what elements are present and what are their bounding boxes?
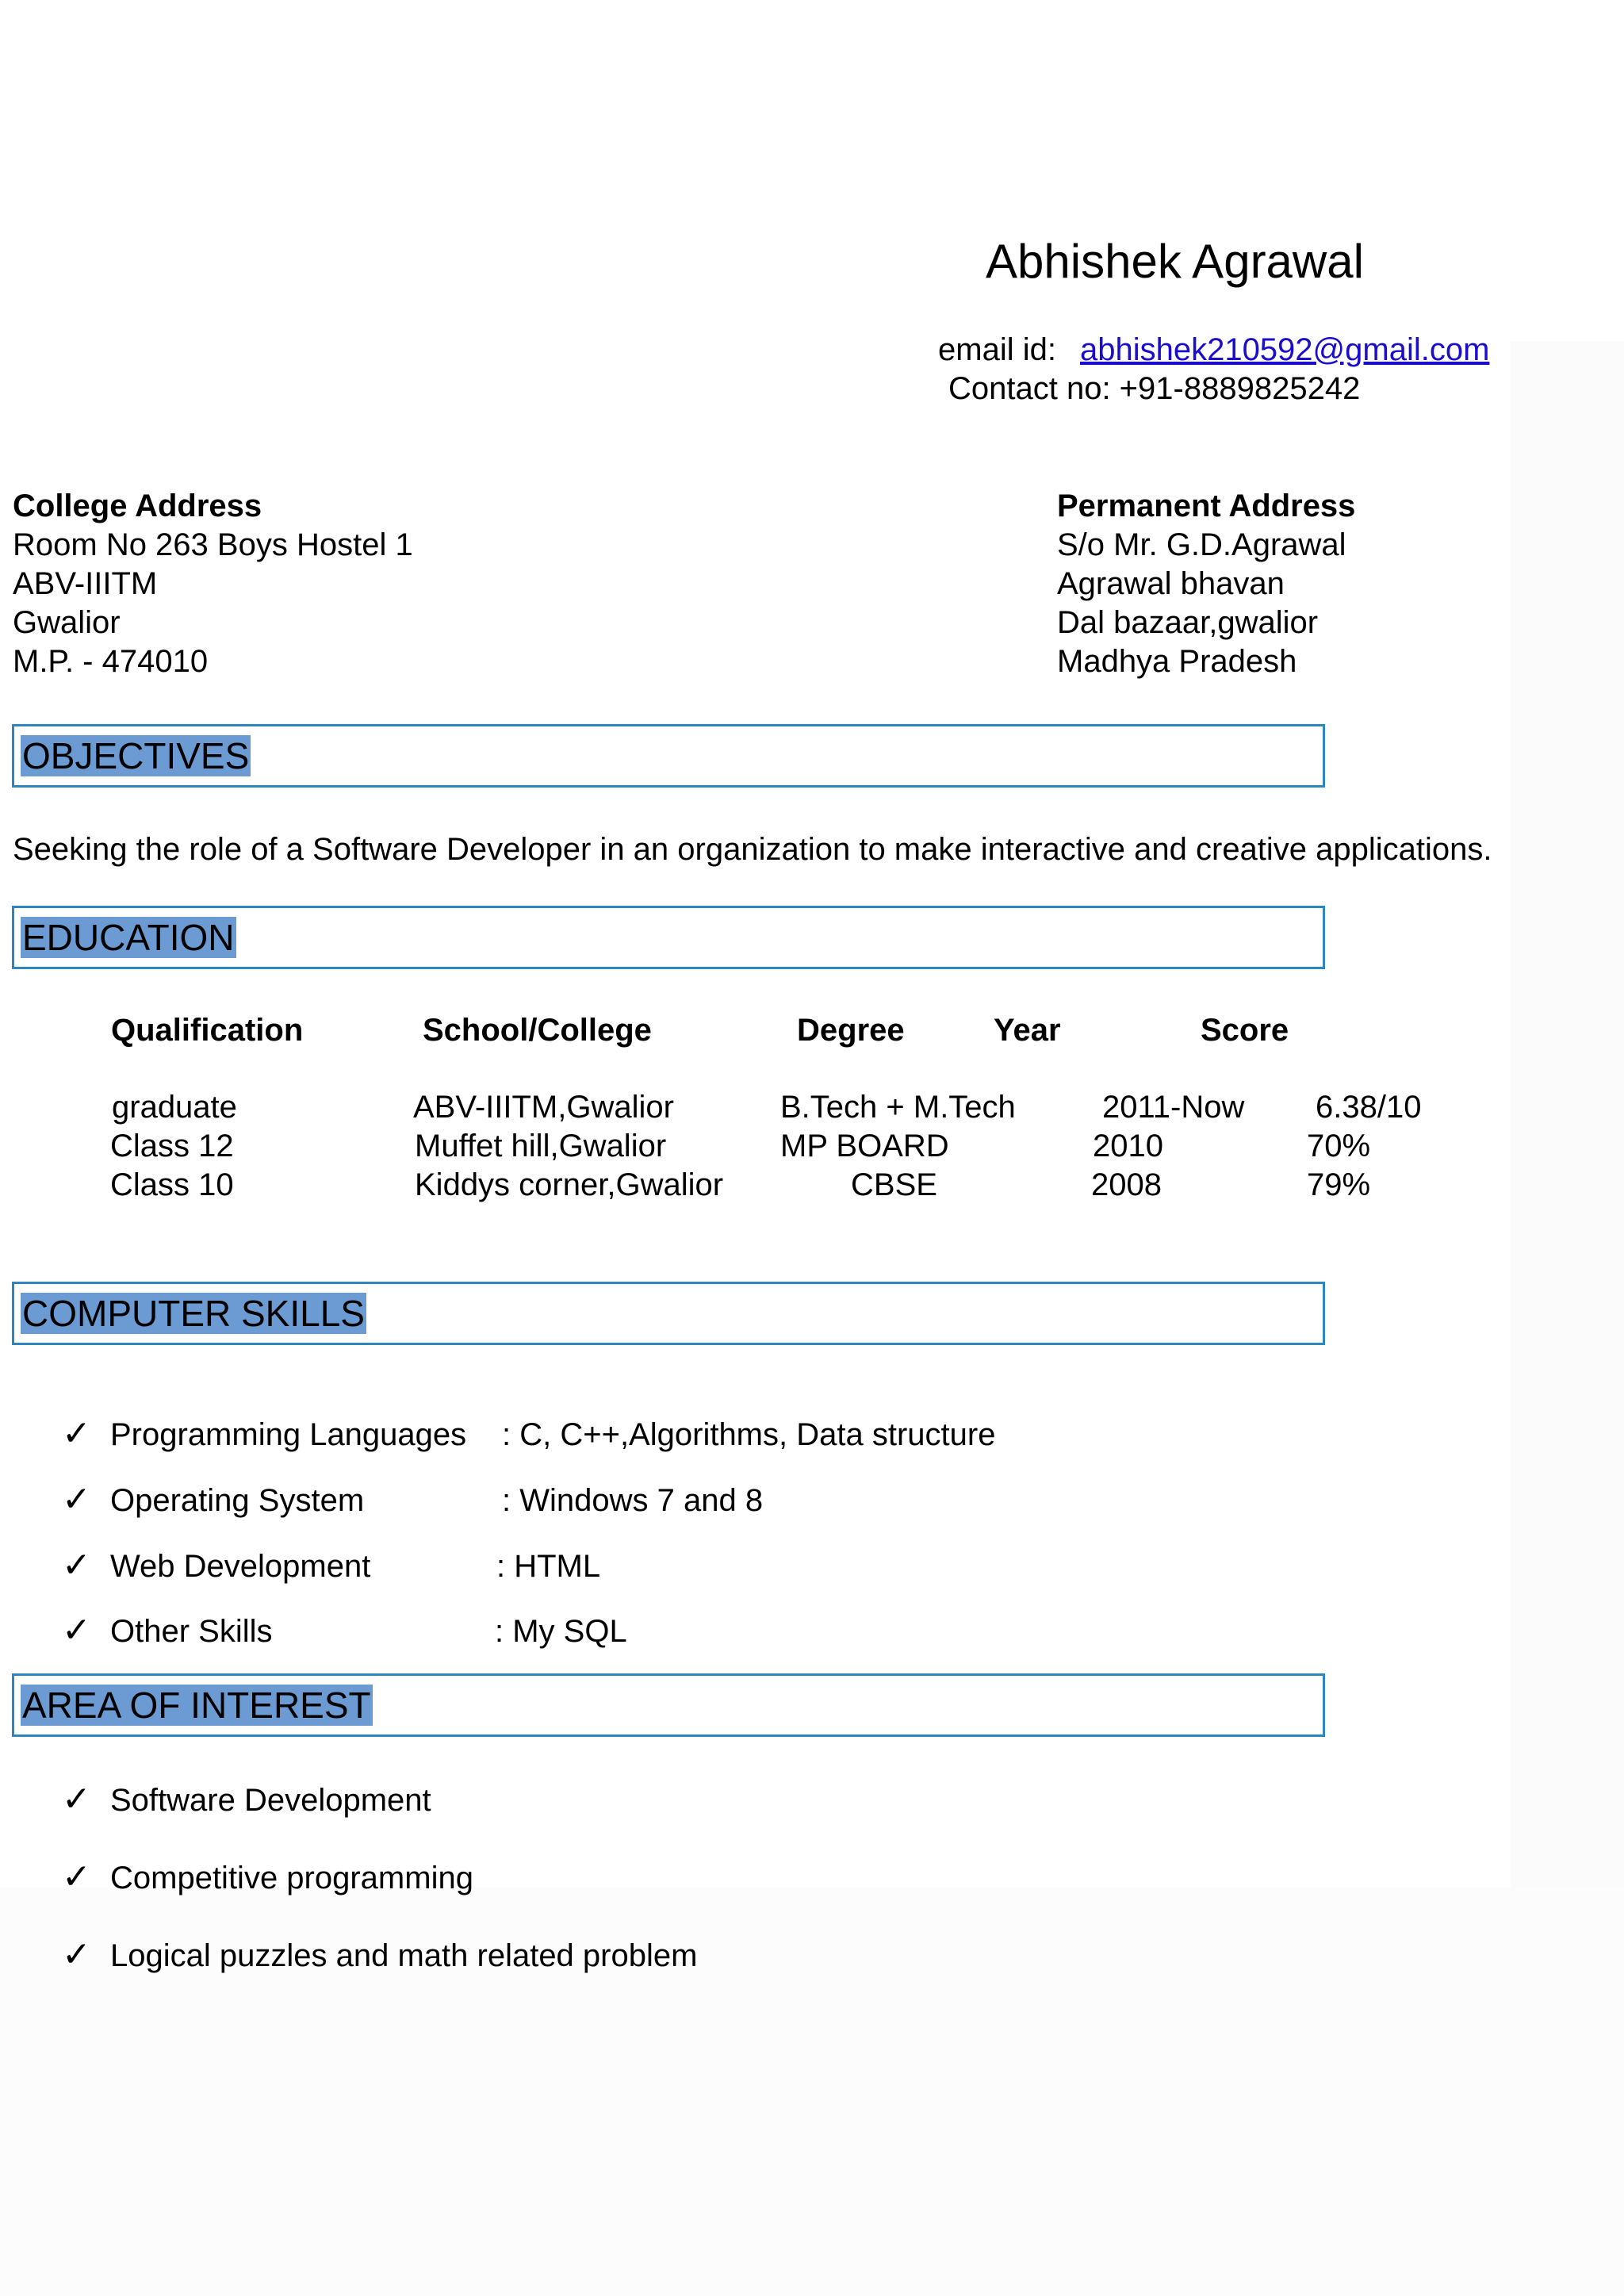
contact-number: Contact no: +91-8889825242 <box>948 371 1361 406</box>
interest-item: Software Development <box>110 1783 431 1818</box>
skill-label: Programming Languages <box>110 1417 467 1452</box>
check-icon: ✓ <box>62 1780 91 1819</box>
email-row <box>938 331 1489 369</box>
interest-title: AREA OF INTEREST <box>22 1685 371 1726</box>
education-cell: 70% <box>1307 1129 1371 1163</box>
skill-value: : HTML <box>496 1549 601 1584</box>
check-icon: ✓ <box>62 1546 91 1585</box>
skill-value: : C, C++,Algorithms, Data structure <box>502 1417 996 1452</box>
education-cell: Kiddys corner,Gwalior <box>415 1167 724 1202</box>
education-cell: 2010 <box>1093 1129 1163 1163</box>
education-cell: B.Tech + M.Tech <box>780 1090 1016 1125</box>
permanent-address-title: Permanent Address <box>1057 489 1356 523</box>
education-cell: ABV-IIITM,Gwalior <box>413 1090 674 1125</box>
education-cell: MP BOARD <box>780 1129 949 1163</box>
interest-item: Logical puzzles and math related problem <box>110 1938 698 1973</box>
permanent-address-line: S/o Mr. G.D.Agrawal <box>1057 527 1346 562</box>
education-cell: Muffet hill,Gwalior <box>415 1129 667 1163</box>
permanent-address-line: Madhya Pradesh <box>1057 644 1297 679</box>
education-cell: Class 10 <box>110 1167 234 1202</box>
check-icon: ✓ <box>62 1611 91 1650</box>
email-label: email id: <box>938 332 1056 367</box>
permanent-address-line: Agrawal bhavan <box>1057 566 1285 601</box>
college-address-line: Gwalior <box>13 605 121 640</box>
education-header-school: School/College <box>423 1013 652 1048</box>
check-icon: ✓ <box>62 1414 91 1453</box>
education-header-year: Year <box>994 1013 1061 1048</box>
college-address-line: ABV-IIITM <box>13 566 158 601</box>
education-cell: 79% <box>1307 1167 1371 1202</box>
education-cell: CBSE <box>851 1167 937 1202</box>
check-icon: ✓ <box>62 1857 91 1896</box>
education-cell: 2011-Now <box>1102 1090 1245 1125</box>
education-header-score: Score <box>1201 1013 1289 1048</box>
education-section-header <box>12 906 1325 969</box>
candidate-name: Abhishek Agrawal <box>986 235 1364 288</box>
objectives-title: OBJECTIVES <box>22 735 250 776</box>
permanent-address-line: Dal bazaar,gwalior <box>1057 605 1319 640</box>
check-icon: ✓ <box>62 1480 91 1519</box>
education-header-qualification: Qualification <box>111 1013 304 1048</box>
education-header-degree: Degree <box>797 1013 905 1048</box>
skill-value: : Windows 7 and 8 <box>502 1483 764 1518</box>
skill-value: : My SQL <box>495 1614 627 1649</box>
skill-label: Web Development <box>110 1549 371 1584</box>
objectives-section-header <box>12 724 1325 788</box>
objective-text: Seeking the role of a Software Developer in an organization to make interactive and creative applications. <box>13 832 1492 867</box>
college-address-title: College Address <box>13 489 262 523</box>
skills-title: COMPUTER SKILLS <box>22 1293 365 1334</box>
education-title: EDUCATION <box>22 917 235 958</box>
college-address <box>13 487 413 681</box>
college-address-line: M.P. - 474010 <box>13 644 209 679</box>
skill-label: Operating System <box>110 1483 365 1518</box>
college-address-line: Room No 263 Boys Hostel 1 <box>13 527 413 562</box>
education-cell: 6.38/10 <box>1316 1090 1422 1125</box>
skills-section-header <box>12 1282 1325 1345</box>
skill-label: Other Skills <box>110 1614 273 1649</box>
education-cell: 2008 <box>1091 1167 1162 1202</box>
permanent-address <box>1057 487 1355 681</box>
interest-item: Competitive programming <box>110 1861 473 1895</box>
interest-section-header <box>12 1673 1325 1737</box>
email-link[interactable]: abhishek210592@gmail.com <box>1079 332 1490 367</box>
check-icon: ✓ <box>62 1935 91 1974</box>
education-cell: graduate <box>112 1090 237 1125</box>
education-cell: Class 12 <box>110 1129 234 1163</box>
